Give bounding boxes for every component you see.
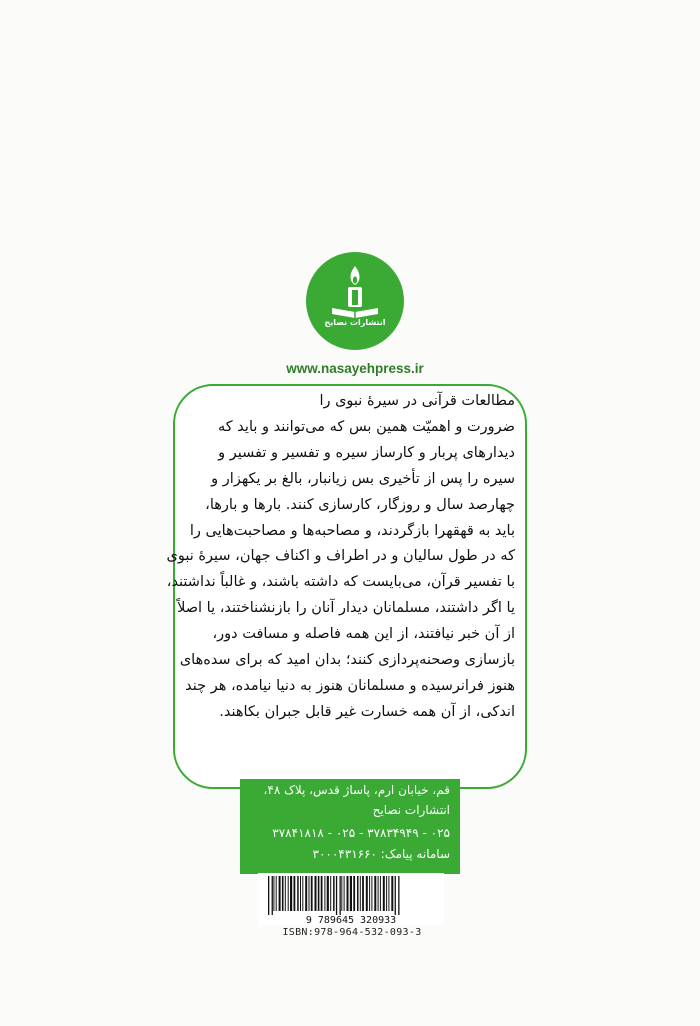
barcode-bar	[273, 876, 274, 911]
barcode-bar	[279, 876, 281, 911]
barcode-bar	[362, 876, 364, 911]
barcode-bar	[290, 876, 292, 911]
barcode-bar	[321, 876, 323, 911]
barcode-bar	[297, 876, 299, 911]
barcode-bar	[340, 876, 341, 915]
barcode-bar	[324, 876, 325, 911]
contact-publisher-name: انتشارات نصایح	[372, 803, 450, 817]
contact-address: قم، خیابان ارم، پاساژ قدس، پلاک ۴۸،	[263, 783, 450, 797]
description-line: باید به قهقهرا بازگردند، و مصاحبه‌ها و مصاحبت‌هایی را	[189, 522, 515, 539]
barcode-bar	[336, 876, 337, 915]
barcode-bar	[395, 876, 396, 915]
description-line: اندکی، از آن همه خسارت غیر قابل جبران بکاهند.	[219, 703, 515, 720]
barcode-bar	[330, 876, 331, 911]
publisher-logo-text: انتشارات نصایح	[324, 318, 386, 327]
barcode-bar	[333, 876, 335, 911]
description-line: با تفسیر قرآن، می‌بایست که داشته باشند، و غالباً نداشتند،	[166, 574, 515, 591]
description-line: مطالعات قرآنی در سیرهٔ نبوی را	[319, 393, 515, 409]
barcode-bar	[380, 876, 381, 911]
barcode-bar	[378, 876, 379, 911]
barcode-bar	[272, 876, 273, 915]
barcode-bar	[344, 876, 345, 911]
barcode-bar	[276, 876, 277, 911]
barcode-bar	[282, 876, 284, 911]
barcode-bar	[369, 876, 370, 911]
description-line: از آن خبر نیافتند، از این همه فاصله و مسافت دور،	[212, 626, 515, 643]
barcode-bar	[268, 876, 269, 915]
barcode-bar	[341, 876, 342, 911]
barcode-bar	[327, 876, 329, 911]
barcode-bar	[350, 876, 352, 911]
description-line: چهارصد سال و روزگار، کارسازی کنند. بارها و بارها،	[205, 496, 515, 513]
barcode-bar	[388, 876, 389, 911]
barcode-bar	[285, 876, 286, 911]
candle-book-icon	[306, 252, 404, 350]
description-line: ضرورت و اهمیّت همین بس که می‌توانند و باید که	[218, 418, 515, 435]
barcode	[258, 873, 444, 925]
contact-block	[240, 779, 460, 874]
isbn-label: ISBN:978-964-532-093-3	[282, 927, 422, 938]
barcode-bar	[386, 876, 387, 911]
description-line: که در طول سالیان و در اطراف و اکناف جهان، سیرهٔ نبوی	[166, 548, 515, 565]
publisher-website[interactable]: www.nasayehpress.ir	[286, 361, 424, 376]
description-line: سیره را پس از تأخیری بس زیانبار، بالغ بر یکهزار و	[211, 470, 515, 487]
barcode-bar	[315, 876, 317, 911]
barcode-bar	[300, 876, 301, 911]
barcode-bar	[294, 876, 296, 911]
description-line: هنوز فرانرسیده و مسلمانان هنوز به دنیا نیامده، هر چند	[185, 677, 515, 694]
description-line: بازسازی وصحنه‌پردازی کنند؛ بدان امید که برای سده‌های	[179, 652, 515, 669]
barcode-bar	[357, 876, 359, 911]
barcode-bar	[353, 876, 355, 911]
barcode-bar	[360, 876, 361, 911]
barcode-bar	[311, 876, 313, 911]
barcode-bar	[391, 876, 393, 911]
barcode-bar	[366, 876, 368, 911]
contact-sms: سامانه پیامک: ۳۰۰۰۴۳۱۶۶۰	[312, 847, 450, 861]
barcode-bar	[302, 876, 303, 911]
barcode-bar	[371, 876, 372, 911]
publisher-logo	[306, 252, 404, 350]
barcode-bar	[309, 876, 310, 911]
description-line: دیدارهای پربار و کارساز سیره و تفسیر و تفسیر و	[218, 444, 515, 461]
description-text	[166, 389, 515, 726]
barcode-bar	[318, 876, 320, 911]
barcode-bars	[258, 873, 444, 925]
barcode-bar	[374, 876, 376, 911]
contact-phones: ۰۲۵ - ۳۷۸۳۴۹۴۹ - ۰۲۵ - ۳۷۸۴۱۸۱۸	[272, 826, 450, 840]
barcode-bar	[305, 876, 307, 911]
barcode-bar	[347, 876, 349, 911]
description-line: یا اگر داشتند، مسلمانان دیدار آنان را بازنشناختند، یا اصلاً	[177, 600, 515, 617]
barcode-number: 9 789645 320933	[305, 915, 397, 925]
barcode-bar	[288, 876, 289, 911]
barcode-bar	[383, 876, 385, 911]
barcode-bar	[398, 876, 399, 915]
